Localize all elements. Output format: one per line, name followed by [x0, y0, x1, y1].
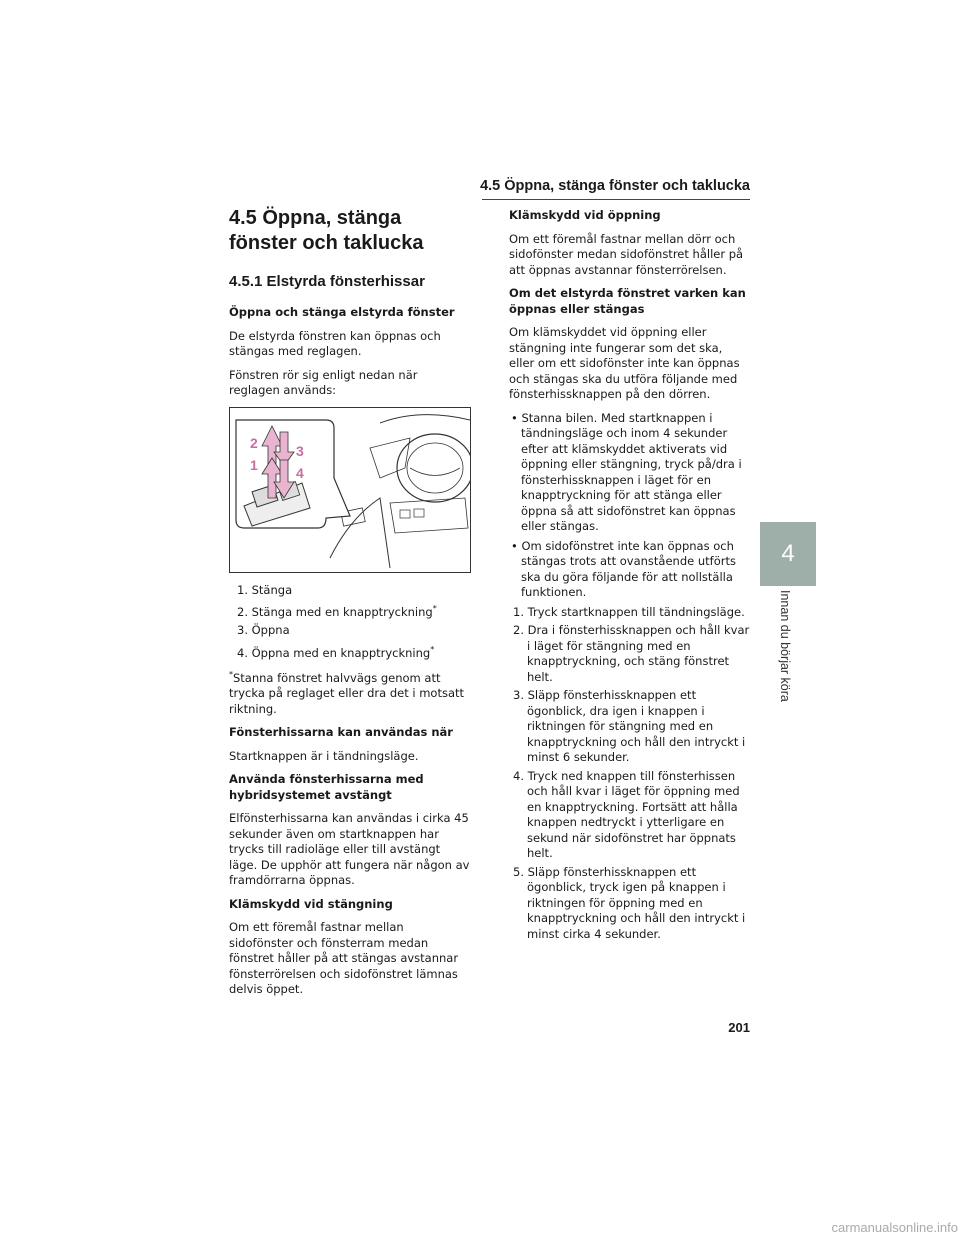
list-item: 4. Öppna med en knapptryckning*	[237, 644, 435, 660]
figure-label-2: 2	[250, 434, 258, 451]
list-item: 2. Stänga med en knapptryckning*	[237, 604, 437, 619]
figure-label-3: 3	[296, 442, 304, 459]
paragraph: Elfönsterhissarna kan användas i cirka 45 sekunder även om startknappen har trycks till radioläge eller till avstängt läge. De upphör att fungera när någon av framdörrarna öppnas.	[229, 811, 470, 888]
list-item: • Stanna bilen. Med startknappen i tändningsläge och inom 4 sekunder efter att klämskyddet aktiverats vid öppning eller stängning, tryck på/dra i fönsterhissknappen i läget för en knapptryckning för att stänga eller öppna så att sidofönstret kan öppnas eller stängas.	[511, 410, 742, 533]
list-item: 3. Släpp fönsterhissknappen ett ögonblick, dra igen i knappen i riktningen för stängning med en knapptryckning och håll den intryckt i minst 6 sekunder.	[513, 688, 746, 764]
running-head: 4.5 Öppna, stänga fönster och taklucka	[480, 178, 750, 194]
paragraph: Startknappen är i tändningsläge.	[229, 748, 419, 763]
list-item: 5. Släpp fönsterhissknappen ett ögonblick, tryck igen på knappen i riktningen för öppning med en knapptryckning och håll den intryckt i minst cirka 4 sekunder.	[513, 864, 746, 941]
reset-steps	[509, 605, 751, 943]
list-item: 2. Dra i fönsterhissknappen och håll kvar i läget för stängning med en knapptryckning, och stäng fönstret helt.	[513, 623, 750, 684]
paragraph: Om klämskyddet vid öppning eller stängning inte fungerar som det ska, eller om ett sidofönster inte kan öppnas och stängas ska du utföra följande med fönsterhissknappen på den dörren.	[509, 325, 740, 401]
chapter-label: Innan du börjar köra	[778, 590, 792, 702]
header-rule	[482, 199, 750, 200]
watermark: carmanualsonline.info	[831, 1220, 958, 1235]
right-column	[509, 208, 751, 948]
figure-legend	[237, 583, 471, 662]
heading-hybrid-off: Använda fönsterhissarna med hybridsystemet avstängt	[229, 772, 424, 802]
page-number: 201	[728, 1020, 750, 1035]
section-title: 4.5 Öppna, stänga fönster och taklucka	[229, 207, 424, 254]
chapter-tab: 4	[760, 522, 816, 586]
list-item: 1. Tryck startknappen till tändningsläge.	[513, 604, 745, 619]
paragraph: Om ett föremål fastnar mellan sidofönster och fönsterram medan fönstret håller på att stängas avstannar fönsterrörelsen och sidofönstret lämnas delvis öppet.	[229, 920, 459, 997]
subsection-title: 4.5.1 Elstyrda fönsterhissar	[229, 273, 425, 290]
footnote: *Stanna fönstret halvvägs genom att trycka på reglaget eller dra det i motsatt riktning.	[229, 670, 465, 716]
list-item: • Om sidofönstret inte kan öppnas och stängas trots att ovanstående utförts ska du göra följande för att nollställa funktionen.	[511, 538, 736, 599]
heading-jam-close: Klämskydd vid stängning	[229, 896, 393, 911]
list-item: 4. Tryck ned knappen till fönsterhissen och håll kvar i läget för öppning med en knapptryckning. Fortsätt att hålla knappen nedtryckt i ytterligare en sekund när sidofönstret har öppnats helt.	[513, 768, 740, 860]
switch-illustration	[230, 408, 470, 572]
list-item: 1. Stänga	[237, 582, 293, 597]
heading-usable: Fönsterhissarna kan användas när	[229, 725, 453, 740]
paragraph: Om ett föremål fastnar mellan dörr och sidofönster medan sidofönstret håller på att öppnas avstannar fönsterrörelsen.	[509, 231, 744, 277]
window-switch-figure	[229, 407, 471, 573]
list-item: 3. Öppna	[237, 623, 290, 638]
left-column	[229, 206, 471, 1006]
paragraph: De elstyrda fönstren kan öppnas och stängas med reglagen.	[229, 328, 441, 358]
figure-label-4: 4	[296, 464, 304, 481]
paragraph: Fönstren rör sig enligt nedan när reglagen används:	[229, 367, 418, 397]
bullet-list	[509, 411, 751, 601]
heading-jam-open: Klämskydd vid öppning	[509, 208, 661, 222]
heading-failure: Om det elstyrda fönstret varken kan öppnas eller stängas	[509, 286, 746, 316]
heading-open-close: Öppna och stänga elstyrda fönster	[229, 305, 455, 319]
figure-label-1: 1	[250, 456, 258, 473]
